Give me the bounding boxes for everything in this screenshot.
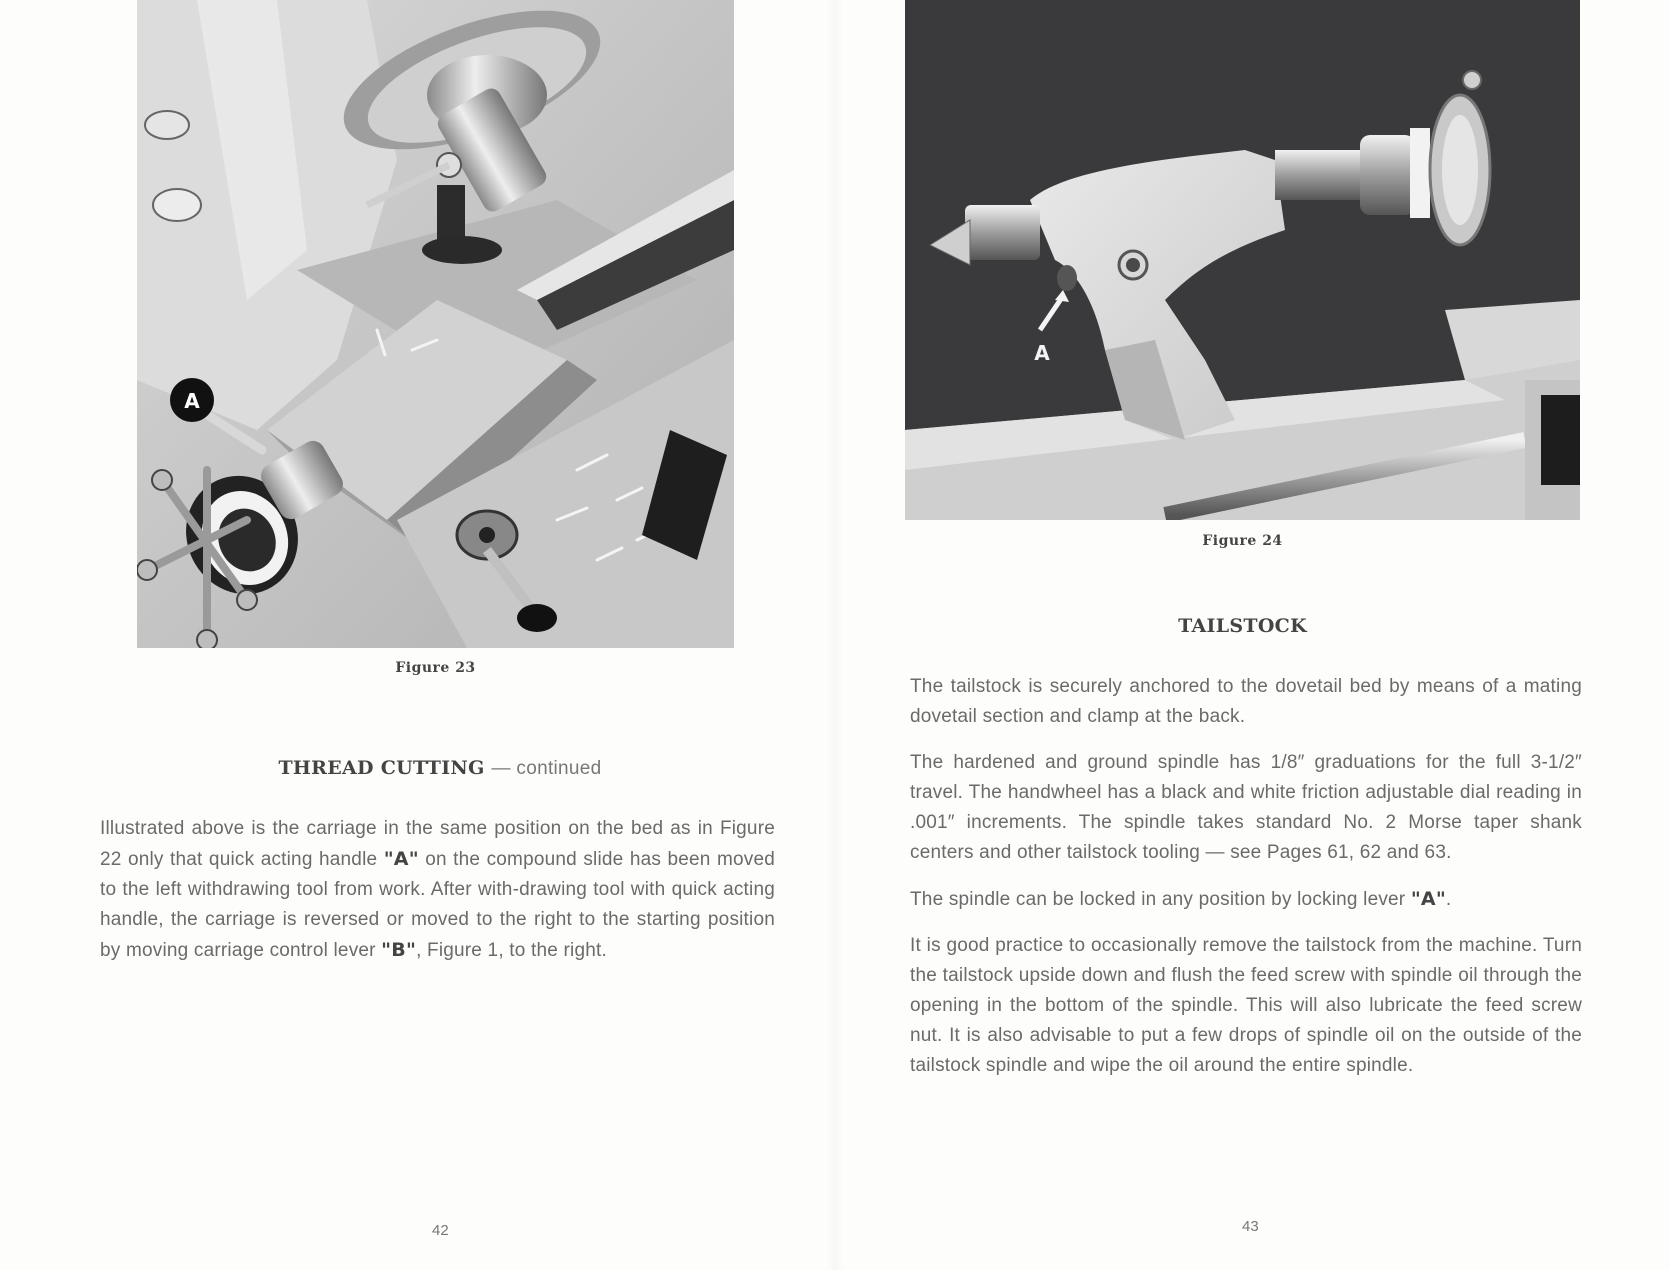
heading-suffix: — continued — [491, 758, 602, 779]
figure-24-caption: Figure 24 — [1202, 533, 1283, 549]
figure-24-photo — [905, 0, 1580, 520]
carriage-illustration — [137, 0, 734, 648]
tailstock-body — [910, 672, 1582, 1097]
callout-A-figure-24: A — [1034, 341, 1050, 365]
thread-cutting-body — [100, 814, 775, 982]
page-number: 42 — [432, 1222, 449, 1239]
page-right — [835, 0, 1670, 1270]
callout-ref-A: "A" — [1410, 888, 1446, 910]
page-number: 43 — [1242, 1218, 1259, 1235]
paragraph: It is good practice to occasionally remove the tailstock from the machine. Turn the tailstock upside down and flush the feed screw with spindle oil through the opening in the bottom of the spindle. This will also lubricate the feed screw nut. It is also advisable to put a few drops of spindle oil on the outside of the tailstock spindle and wipe the oil around the entire spindle. — [910, 935, 1582, 1076]
section-heading-thread-cutting — [100, 757, 780, 780]
paragraph: Illustrated above is the carriage in the same position on the bed as in Figure 22 only that quick acting handle "A" on the compound slide has been moved to the left withdrawing tool from work. After with-drawing tool with quick acting handle, the carriage is reversed or moved to the right to the starting position by moving carriage control lever "B", Figure 1, to the right. — [100, 818, 775, 961]
paragraph: The spindle can be locked in any position by locking lever "A". — [910, 888, 1452, 910]
section-heading-tailstock: TAILSTOCK — [1178, 615, 1307, 637]
tailstock-illustration — [905, 0, 1580, 520]
figure-23-caption: Figure 23 — [395, 660, 476, 676]
callout-A-figure-23: A — [184, 389, 200, 413]
callout-ref-B: "B" — [381, 939, 417, 961]
callout-ref-A: "A" — [383, 848, 419, 870]
heading-title: THREAD CUTTING — [278, 757, 485, 779]
paragraph: The tailstock is securely anchored to the dovetail bed by means of a mating dovetail section and clamp at the back. — [910, 676, 1582, 727]
paragraph: The hardened and ground spindle has 1/8″ graduations for the full 3-1/2″ travel. The handwheel has a black and white friction adjustable dial reading in .001″ increments. The spindle takes standard No. 2 Morse taper shank centers and other tailstock tooling — see Pages 61, 62 and 63. — [910, 752, 1582, 863]
figure-23-photo — [137, 0, 734, 648]
